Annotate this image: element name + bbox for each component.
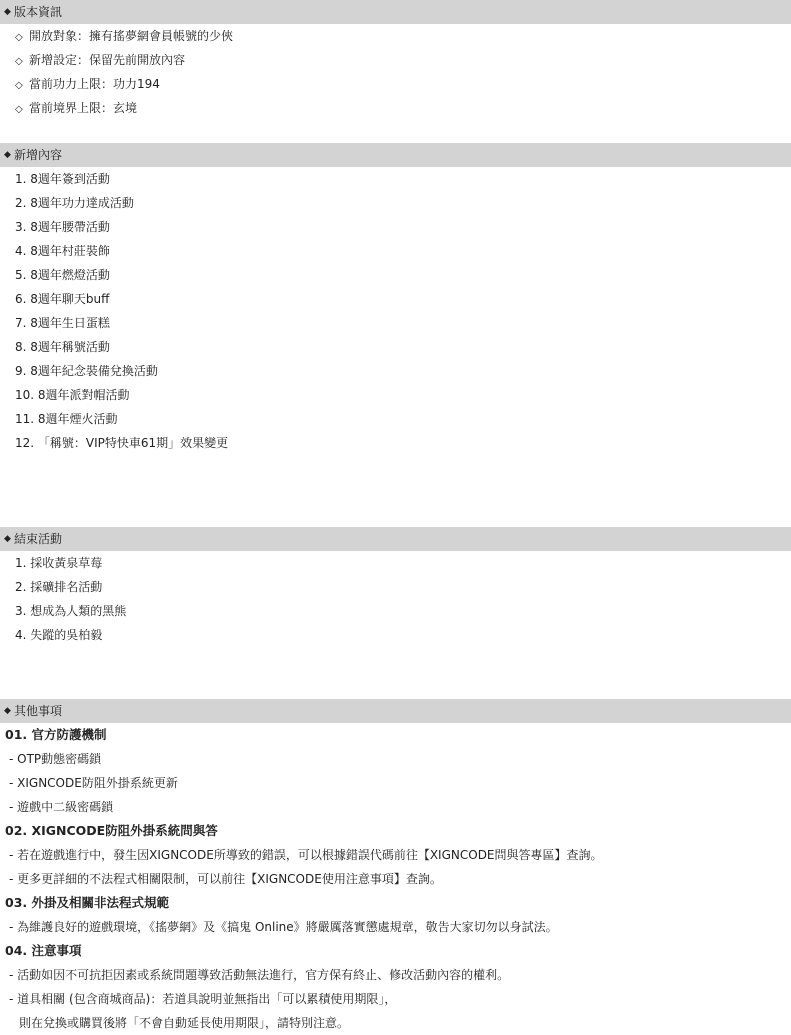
list-item-text: 5. 8週年燃燈活動 — [15, 268, 110, 282]
list-item — [0, 431, 791, 455]
note-item — [0, 795, 791, 819]
list-item-text: 開放對象：擁有搖夢網會員帳號的少俠 — [29, 29, 234, 43]
list-item — [0, 167, 791, 191]
note-heading-text: 01. 官方防護機制 — [5, 727, 107, 742]
list-item — [0, 575, 791, 599]
list-item — [0, 191, 791, 215]
note-item — [0, 843, 791, 867]
section-title: 結束活動 — [14, 532, 63, 546]
note-item — [0, 747, 791, 771]
diamond-bullet-icon: ◆ — [4, 534, 11, 544]
list-item-text: 8. 8週年稱號活動 — [15, 340, 110, 354]
list-item — [0, 263, 791, 287]
note-item — [0, 867, 791, 891]
list-item — [0, 335, 791, 359]
list-item-text: 1. 8週年簽到活動 — [15, 172, 110, 186]
hollow-diamond-bullet-icon: ◇ — [15, 56, 23, 67]
section-title: 其他事項 — [14, 704, 63, 718]
note-item-text: - 道具相關 (包含商城商品)：若道具說明並無指出「可以累積使用期限」， — [9, 992, 397, 1006]
list-item — [0, 48, 791, 72]
note-item — [0, 915, 791, 939]
list-item — [0, 287, 791, 311]
list-item-text: 4. 8週年村莊裝飾 — [15, 244, 110, 258]
list-item-text: 2. 採礦排名活動 — [15, 580, 103, 594]
note-heading-text: 04. 注意事項 — [5, 943, 82, 958]
list-item-text: 4. 失蹤的吳柏毅 — [15, 628, 103, 642]
list-item — [0, 623, 791, 647]
section-title: 新增內容 — [14, 148, 63, 162]
section-header — [0, 527, 791, 551]
list-item-text: 2. 8週年功力達成活動 — [15, 196, 134, 210]
version-info-section — [0, 0, 791, 120]
hollow-diamond-bullet-icon: ◇ — [15, 80, 23, 91]
list-item — [0, 359, 791, 383]
list-item — [0, 311, 791, 335]
version-info-list — [0, 24, 791, 120]
hollow-diamond-bullet-icon: ◇ — [15, 32, 23, 43]
list-item — [0, 24, 791, 48]
ended-events-section — [0, 527, 791, 647]
note-item-text: - 為維護良好的遊戲環境，《搖夢網》及《搞鬼 Online》將嚴厲落實懲處規章，敬告大家切勿以身試法。 — [9, 920, 558, 934]
note-continuation — [0, 1011, 791, 1035]
note-heading — [0, 819, 791, 843]
list-item — [0, 96, 791, 120]
new-content-list — [0, 167, 791, 455]
note-continuation-text: 則在兌換或購買後將「不會自動延長使用期限」，請特別注意。 — [19, 1016, 350, 1030]
note-heading-text: 03. 外掛及相關非法程式規範 — [5, 895, 169, 910]
list-item — [0, 239, 791, 263]
note-heading — [0, 723, 791, 747]
list-item-text: 6. 8週年聊天buff — [15, 292, 110, 306]
section-title: 版本資訊 — [14, 5, 63, 19]
note-heading-text: 02. XIGNCODE防阻外掛系統問與答 — [5, 823, 218, 838]
list-item — [0, 383, 791, 407]
note-item-text: - 更多更詳細的不法程式相關限制，可以前往【XIGNCODE使用注意事項】查詢。 — [9, 872, 442, 886]
note-item-text: - 若在遊戲進行中，發生因XIGNCODE所導致的錯誤，可以根據錯誤代碼前往【XIGNCODE問與答專區】查詢。 — [9, 848, 603, 862]
note-heading — [0, 939, 791, 963]
list-item — [0, 72, 791, 96]
diamond-bullet-icon: ◆ — [4, 7, 11, 17]
note-item — [0, 771, 791, 795]
list-item — [0, 407, 791, 431]
note-item — [0, 987, 791, 1011]
new-content-section — [0, 143, 791, 455]
note-item-text: - XIGNCODE防阻外掛系統更新 — [9, 776, 178, 790]
hollow-diamond-bullet-icon: ◇ — [15, 104, 23, 115]
list-item-text: 新增設定：保留先前開放內容 — [29, 53, 186, 67]
list-item — [0, 599, 791, 623]
section-header — [0, 699, 791, 723]
list-item-text: 3. 8週年腰帶活動 — [15, 220, 110, 234]
other-notes-list — [0, 723, 791, 1035]
list-item-text: 12. 「稱號：VIP特快車61期」效果變更 — [15, 436, 229, 450]
list-item-text: 11. 8週年煙火活動 — [15, 412, 118, 426]
diamond-bullet-icon: ◆ — [4, 150, 11, 160]
list-item-text: 10. 8週年派對帽活動 — [15, 388, 130, 402]
note-item-text: - 活動如因不可抗拒因素或系統問題導致活動無法進行，官方保有終止、修改活動內容的權利。 — [9, 968, 510, 982]
list-item-text: 3. 想成為人類的黑熊 — [15, 604, 127, 618]
other-notes-section — [0, 699, 791, 1035]
list-item-text: 1. 採收黃泉草莓 — [15, 556, 103, 570]
ended-events-list — [0, 551, 791, 647]
note-item-text: - 遊戲中二級密碼鎖 — [9, 800, 114, 814]
section-header — [0, 143, 791, 167]
note-heading — [0, 891, 791, 915]
list-item — [0, 551, 791, 575]
list-item-text: 7. 8週年生日蛋糕 — [15, 316, 110, 330]
section-header — [0, 0, 791, 24]
note-item-text: - OTP動態密碼鎖 — [9, 752, 102, 766]
list-item-text: 當前功力上限：功力194 — [29, 77, 160, 91]
list-item-text: 當前境界上限：玄境 — [29, 101, 138, 115]
list-item-text: 9. 8週年紀念裝備兌換活動 — [15, 364, 158, 378]
list-item — [0, 215, 791, 239]
diamond-bullet-icon: ◆ — [4, 706, 11, 716]
note-item — [0, 963, 791, 987]
